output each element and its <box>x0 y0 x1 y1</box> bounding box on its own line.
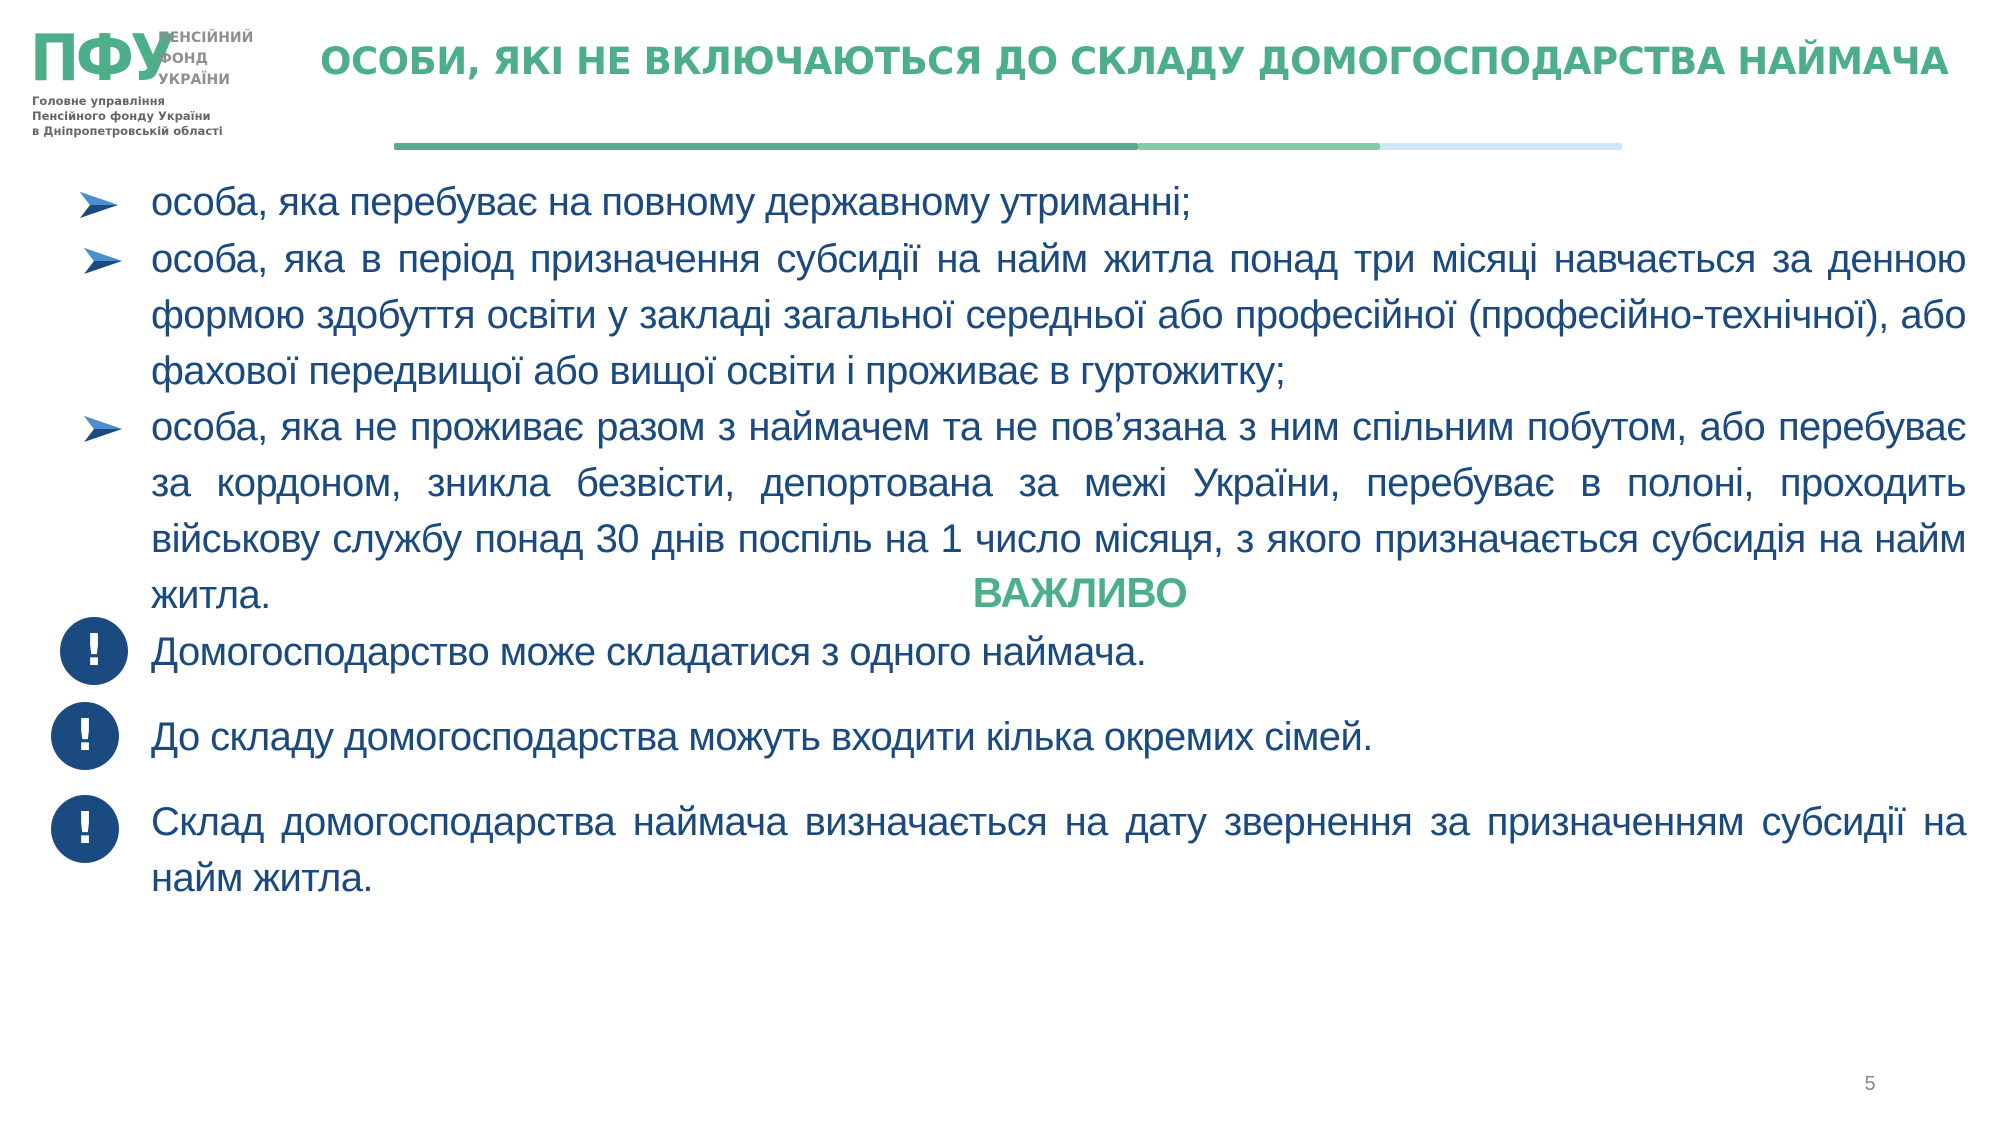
exclamation-icon: ! <box>51 795 119 863</box>
important-heading: ВАЖЛИВО <box>972 569 1188 616</box>
important-note: До складу домогосподарства можуть входити кілька окремих сімей. <box>151 715 1373 759</box>
exclamation-icon: ! <box>51 702 119 770</box>
title-rule-segment <box>1138 143 1380 150</box>
arrow-bullet-icon <box>82 246 126 276</box>
logo-caption <box>32 94 223 139</box>
title-rule-segment <box>394 143 1138 150</box>
logo-words <box>158 28 253 91</box>
bullet-item: особа, яка не проживає разом з наймачем та не пов’язана з ним спільним побутом, або перебуває за кордоном, зникла безвісти, депортована за межі України, перебуває в полоні, проходить військову службу понад 30 днів поспіль на 1 число місяця, з якого призначається субсидія на найм житла. <box>151 405 1966 617</box>
logo-word: ПЕНСІЙНИЙ <box>158 30 254 46</box>
logo-caption-line: в Дніпропетровській області <box>32 124 223 138</box>
bullet-item: особа, яка в період призначення субсидії на найм житла понад три місяці навчається за денною формою здобуття освіти у закладі загальної середньої або професійної (професійно-технічної), або фахової передвищої або вищої освіти і проживає в гуртожитку; <box>151 237 1966 393</box>
logo-caption-line: Пенсійного фонду України <box>32 109 211 123</box>
arrow-bullet-icon <box>78 190 122 220</box>
important-note: Домогосподарство може складатися з одного наймача. <box>151 630 1147 674</box>
pfu-logo <box>30 24 260 139</box>
logo-word: УКРАЇНИ <box>158 72 230 88</box>
slide-title: ОСОБИ, ЯКІ НЕ ВКЛЮЧАЮТЬСЯ ДО СКЛАДУ ДОМОГОСПОДАРСТВА НАЙМАЧА <box>320 40 1949 83</box>
bullet-item: особа, яка перебуває на повному державному утриманні; <box>151 180 1191 224</box>
page-number: 5 <box>1864 1073 1876 1095</box>
logo-caption-line: Головне управління <box>32 94 165 108</box>
arrow-bullet-icon <box>82 414 126 444</box>
title-rule-segment <box>1380 143 1622 150</box>
exclamation-icon: ! <box>60 617 128 685</box>
logo-mark: ПФУ <box>30 22 173 96</box>
logo-word: ФОНД <box>158 51 208 67</box>
important-note: Склад домогосподарства наймача визначається на дату звернення за призначенням субсидії на найм житла. <box>151 800 1966 900</box>
